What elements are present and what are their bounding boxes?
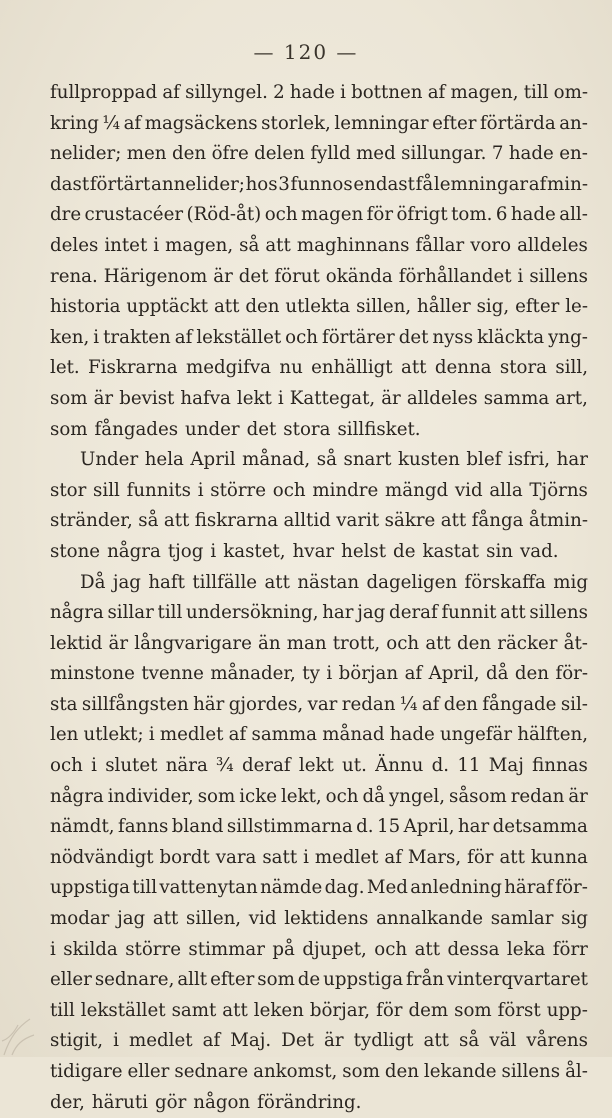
text-line: nelider; men den öfre delen fylld med sillungar. 7 hade en- bbox=[50, 139, 588, 170]
text-line: minstone tvenne månader, ty i början af April, då den för- bbox=[50, 659, 588, 690]
text-line: historia upptäckt att den utlekta sillen, håller sig, efter le- bbox=[50, 292, 588, 323]
body-text bbox=[50, 78, 588, 1118]
text-line: några individer, som icke lekt, och då yngel, såsom redan är bbox=[50, 782, 588, 813]
text-line: stor sill funnits i större och mindre mängd vid alla Tjörns bbox=[50, 476, 588, 507]
paragraph-3 bbox=[50, 568, 588, 1118]
paragraph-2 bbox=[50, 445, 588, 567]
text-line: i skilda större stimmar på djupet, och att dessa leka förr bbox=[50, 935, 588, 966]
text-line: modar jag att sillen, vid lektidens annalkande samlar sig bbox=[50, 904, 588, 935]
paragraph-1 bbox=[50, 78, 588, 445]
paper-stain-mark bbox=[0, 997, 90, 1057]
text-line: stone några tjog i kastet, hvar helst de kastat sin vad. bbox=[50, 537, 588, 568]
text-line: dast förtärt annelider; hos 3 funnos endast få lemningar af min- bbox=[50, 170, 588, 201]
text-line: ken, i trakten af lekstället och förtärer det nyss kläckta yng- bbox=[50, 323, 588, 354]
text-line: nödvändigt bordt vara satt i medlet af Mars, för att kunna bbox=[50, 843, 588, 874]
text-line: tidigare eller sednare ankomst, som den lekande sillens ål- bbox=[50, 1057, 588, 1088]
text-line: eller sednare, allt efter som de uppstiga från vinterqvartaret bbox=[50, 965, 588, 996]
text-line: nämdt, fanns bland sillstimmarna d. 15 April, har detsamma bbox=[50, 812, 588, 843]
text-line: kring ¼ af magsäckens storlek, lemningar efter förtärda an- bbox=[50, 109, 588, 140]
text-line: Under hela April månad, så snart kusten blef isfri, har bbox=[50, 445, 588, 476]
text-line: uppstiga till vattenytan nämde dag. Med anledning häraf för- bbox=[50, 873, 588, 904]
text-line: och i slutet nära ¾ deraf lekt ut. Ännu d. 11 Maj finnas bbox=[50, 751, 588, 782]
text-line: dre crustacéer (Röd-åt) och magen för öfrigt tom. 6 hade all- bbox=[50, 200, 588, 231]
text-line: fullproppad af sillyngel. 2 hade i bottnen af magen, till om- bbox=[50, 78, 588, 109]
text-line: let. Fiskrarna medgifva nu enhälligt att denna stora sill, bbox=[50, 353, 588, 384]
text-line: der, häruti gör någon förändring. bbox=[50, 1088, 588, 1118]
page-number: — 120 — bbox=[0, 40, 612, 64]
text-line: deles intet i magen, så att maghinnans fållar voro alldeles bbox=[50, 231, 588, 262]
text-line: till lekstället samt att leken börjar, för dem som först upp- bbox=[50, 996, 588, 1027]
text-line: lektid är långvarigare än man trott, och att den räcker åt- bbox=[50, 629, 588, 660]
text-line: som är bevist hafva lekt i Kattegat, är alldeles samma art, bbox=[50, 384, 588, 415]
text-line: stränder, så att fiskrarna alltid varit säkre att fånga åtmin- bbox=[50, 506, 588, 537]
text-line: len utlekt; i medlet af samma månad hade ungefär hälften, bbox=[50, 720, 588, 751]
text-line: rena. Härigenom är det förut okända förhållandet i sillens bbox=[50, 262, 588, 293]
text-line: sta sillfångsten här gjordes, var redan ¼ af den fångade sil- bbox=[50, 690, 588, 721]
text-line: några sillar till undersökning, har jag deraf funnit att sillens bbox=[50, 598, 588, 629]
text-line: som fångades under det stora sillfisket. bbox=[50, 415, 588, 446]
text-line: Då jag haft tillfälle att nästan dageligen förskaffa mig bbox=[50, 568, 588, 599]
text-line: stigit, i medlet af Maj. Det är tydligt att så väl vårens bbox=[50, 1026, 588, 1057]
